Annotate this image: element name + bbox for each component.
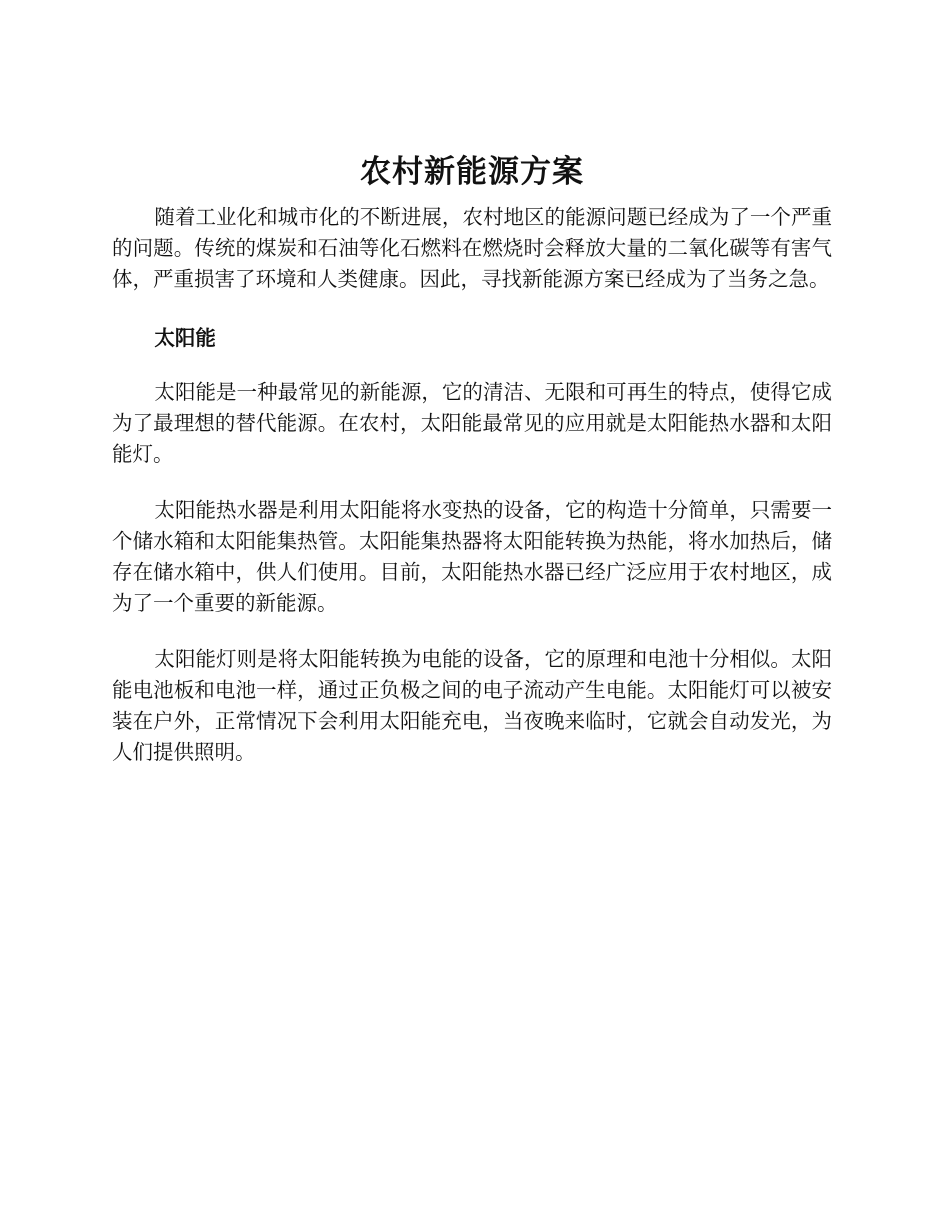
document-page [112,150,832,768]
solar-paragraph-water-heater: 太阳能热水器是利用太阳能将水变热的设备，它的构造十分简单，只需要一个储水箱和太阳能集热管。太阳能集热器将太阳能转换为热能，将水加热后，储存在储水箱中，供人们使用。目前，太阳能热水器已经广泛应用于农村地区，成为了一个重要的新能源。 [112,498,832,615]
solar-paragraph-overview: 太阳能是一种最常见的新能源，它的清洁、无限和可再生的特点，使得它成为了最理想的替代能源。在农村，太阳能最常见的应用就是太阳能热水器和太阳能灯。 [112,380,832,466]
section-heading-solar: 太阳能 [154,326,216,350]
solar-paragraph-lamp: 太阳能灯则是将太阳能转换为电能的设备，它的原理和电池十分相似。太阳能电池板和电池一样，通过正负极之间的电子流动产生电能。太阳能灯可以被安装在户外，正常情况下会利用太阳能充电，当夜晚来临时，它就会自动发光，为人们提供照明。 [112,647,832,764]
intro-paragraph: 随着工业化和城市化的不断进展，农村地区的能源问题已经成为了一个严重的问题。传统的煤炭和石油等化石燃料在燃烧时会释放大量的二氧化碳等有害气体，严重损害了环境和人类健康。因此，寻找新能源方案已经成为了当务之急。 [112,205,832,291]
document-title: 农村新能源方案 [360,154,584,190]
